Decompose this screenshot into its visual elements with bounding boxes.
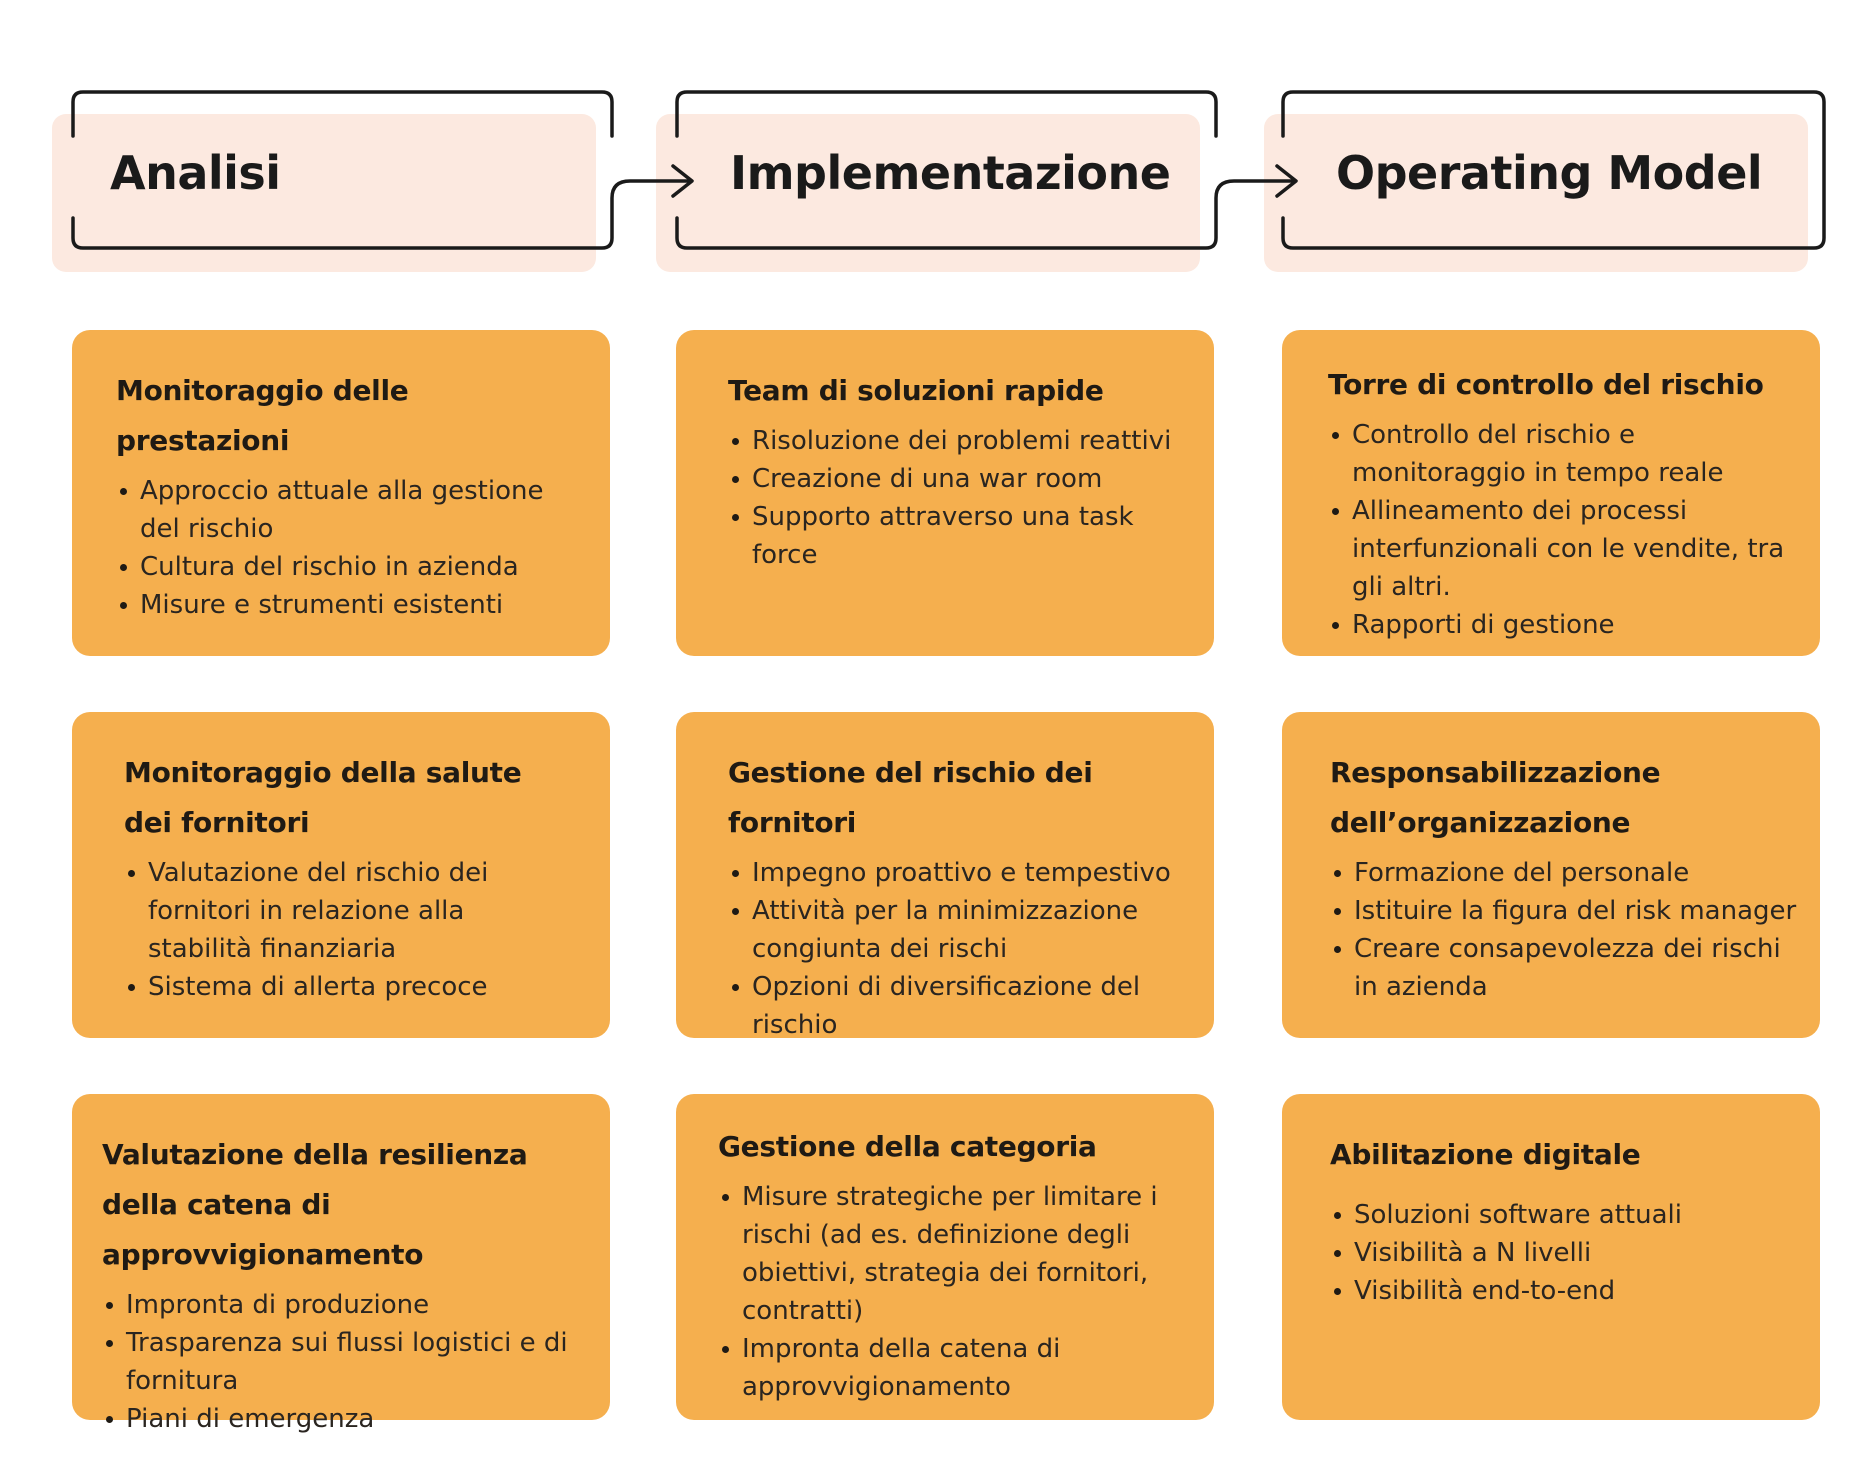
list-item: Sistema di allerta precoce <box>124 968 576 1006</box>
list-item: Allineamento dei processi interfunzionali con le vendite, tra gli altri. <box>1328 492 1792 606</box>
list-item: Creare consapevolezza dei rischi in azienda <box>1330 930 1800 1006</box>
list-item: Rapporti di gestione <box>1328 606 1792 644</box>
card-title: Gestione del rischio dei fornitori <box>728 756 1093 839</box>
card-list <box>1328 416 1792 644</box>
list-item: Cultura del rischio in azienda <box>116 548 576 586</box>
list-item: Istituire la figura del risk manager <box>1330 892 1800 930</box>
card-title: Monitoraggio della salute dei fornitori <box>124 756 522 839</box>
list-item: Opzioni di diversificazione del rischio <box>728 968 1180 1044</box>
list-item: Attività per la minimizzazione congiunta dei rischi <box>728 892 1180 968</box>
list-item: Impronta di produzione <box>102 1286 586 1324</box>
list-item: Impronta della catena di approvvigionamento <box>718 1330 1186 1406</box>
card-list <box>124 854 576 1006</box>
list-item: Valutazione del rischio dei fornitori in relazione alla stabilità finanziaria <box>124 854 576 968</box>
card-list <box>1330 1196 1786 1310</box>
list-item: Soluzioni software attuali <box>1330 1196 1786 1234</box>
card-torre-controllo-rischio <box>1282 330 1820 656</box>
card-responsabilizzazione <box>1282 712 1820 1038</box>
phase-title-operating-model: Operating Model <box>1336 146 1763 200</box>
card-team-soluzioni-rapide <box>676 330 1214 656</box>
list-item: Approccio attuale alla gestione del rischio <box>116 472 576 548</box>
card-title: Team di soluzioni rapide <box>728 374 1104 407</box>
list-item: Misure strategiche per limitare i rischi (ad es. definizione degli obiettivi, strategia dei fornitori, contratti) <box>718 1178 1186 1330</box>
card-gestione-categoria <box>676 1094 1214 1420</box>
list-item: Piani di emergenza <box>102 1400 586 1438</box>
card-resilienza-catena <box>72 1094 610 1434</box>
card-salute-fornitori <box>72 712 610 1038</box>
list-item: Impegno proattivo e tempestivo <box>728 854 1180 892</box>
card-title: Responsabilizzazione dell’organizzazione <box>1330 756 1661 839</box>
card-title: Gestione della categoria <box>718 1130 1097 1163</box>
card-abilitazione-digitale <box>1282 1094 1820 1420</box>
card-title: Valutazione della resilienza della catena di approvvigionamento <box>102 1138 528 1271</box>
list-item: Formazione del personale <box>1330 854 1800 892</box>
list-item: Trasparenza sui flussi logistici e di fornitura <box>102 1324 586 1400</box>
list-item: Controllo del rischio e monitoraggio in tempo reale <box>1328 416 1792 492</box>
card-list <box>728 854 1180 1044</box>
list-item: Misure e strumenti esistenti <box>116 586 576 624</box>
list-item: Creazione di una war room <box>728 460 1180 498</box>
card-rischio-fornitori <box>676 712 1214 1038</box>
card-title: Torre di controllo del rischio <box>1328 368 1764 401</box>
card-list <box>102 1286 586 1438</box>
list-item: Supporto attraverso una task force <box>728 498 1180 574</box>
card-list <box>116 472 576 624</box>
card-list <box>1330 854 1800 1006</box>
card-title: Monitoraggio delle prestazioni <box>116 374 409 457</box>
card-list <box>718 1178 1186 1406</box>
list-item: Visibilità a N livelli <box>1330 1234 1786 1272</box>
phase-title-implementazione: Implementazione <box>730 146 1171 200</box>
list-item: Risoluzione dei problemi reattivi <box>728 422 1180 460</box>
card-title: Abilitazione digitale <box>1330 1138 1641 1171</box>
phase-title-analisi: Analisi <box>110 146 281 200</box>
card-list <box>728 422 1180 574</box>
list-item: Visibilità end-to-end <box>1330 1272 1786 1310</box>
card-monitoraggio-prestazioni <box>72 330 610 656</box>
